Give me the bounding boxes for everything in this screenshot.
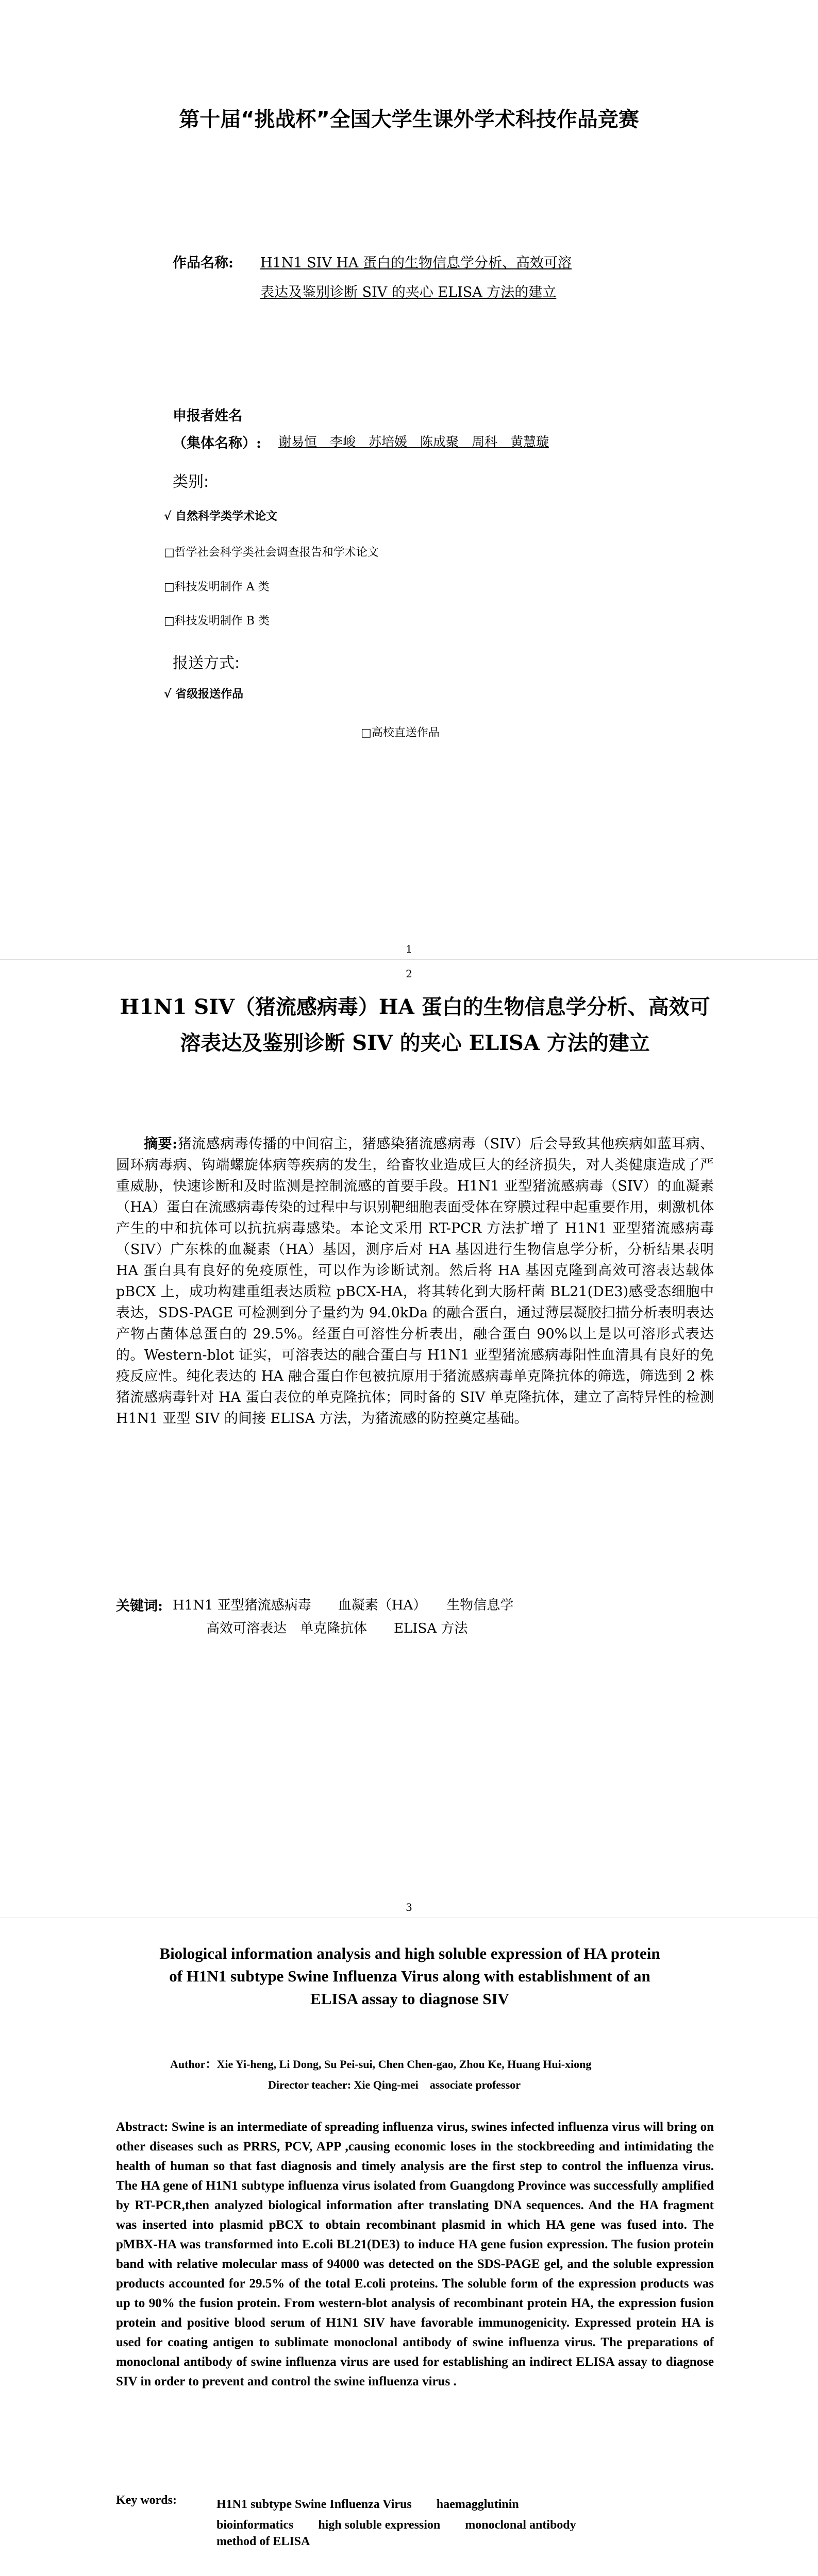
report-method-item: √ 省级报送作品 [164,687,244,701]
en-keywords-line-2: bioinformatics high soluble expression monoclonal antibody [216,2518,576,2532]
applicant-label: 申报者姓名 [173,408,242,424]
applicant-group-label: （集体名称）: [173,435,261,451]
report-method-item: □高校直送作品 [361,726,440,739]
work-title-line-2: 表达及鉴别诊断 SIV 的夹心 ELISA 方法的建立 [260,284,557,300]
page-number: 1 [406,943,412,955]
cn-keywords-label: 关键词: [116,1598,163,1614]
en-authors: Author：Xie Yi-heng, Li Dong, Su Pei-sui, Chen Chen-gao, Zhou Ke, Huang Hui-xiong [170,2058,592,2071]
cn-keywords-line-2: 高效可溶表达 单克隆抗体 ELISA 方法 [206,1621,468,1636]
en-keywords-line-3: method of ELISA [216,2535,310,2548]
en-abstract [116,2117,714,2392]
category-item: □科技发明制作 B 类 [164,615,270,628]
page-number: 2 [406,968,412,980]
category-item: □哲学社会科学类社会调查报告和学术论文 [164,546,379,559]
en-keywords-label: Key words: [116,2494,177,2507]
applicant-names: 谢易恒 李峻 苏培媛 陈成聚 周科 黄慧璇 [278,434,549,449]
work-title-line-1: H1N1 SIV HA 蛋白的生物信息学分析、高效可溶 [260,255,572,271]
page-divider [0,959,818,960]
en-abstract-label: Abstract: [116,2120,169,2134]
cn-abstract-label: 摘要: [144,1136,178,1152]
en-keywords-line-1: H1N1 subtype Swine Influenza Virus haemagglutinin [216,2498,519,2511]
category-item: √ 自然科学类学术论文 [164,510,278,523]
en-abstract-text: Swine is an intermediate of spreading influenza virus, swines infected influenza virus will bring on other diseases such as PRRS, PCV, APP ,causing economic loses in the stockbreeding and intimidating the health of human so that fast diagnosis and timely analysis are the first step to control the influenza virus. The HA gene of H1N1 subtype influenza virus isolated from Guangdong Province was successfully amplified by RT-PCR,then analyzed biological information after translating DNA sequences. And the HA fragment was inserted into plasmid pBCX to obtain recombinant plasmid in which HA gene was fused into. The pMBX-HA was transformed into E.coli BL21(DE3) to induce HA gene fusion expression. The fusion protein band with relative molecular mass of 94000 was detected on the SDS-PAGE gel, and the soluble expression products accounted for 29.5% of the total E.coli proteins. The soluble form of the expression products was up to 90% the fusion protein. From western-blot analysis of recombinant protein HA, the expression fusion protein and positive blood serum of H1N1 SIV have favorable immunogenicity. Expressed protein HA is used for coating antigen to sublimate monoclonal antibody of swine influenza virus. The preparations of monoclonal antibody of swine influenza virus are used for establishing an indirect ELISA assay to diagnose SIV in order to prevent and control the swine influenza virus . [116,2120,714,2388]
cn-abstract [116,1133,714,1429]
en-director: Director teacher: Xie Qing-mei associate professor [268,2078,521,2091]
cn-paper-title: H1N1 SIV（猪流感病毒）HA 蛋白的生物信息学分析、高效可溶表达及鉴别诊断 SIV 的夹心 ELISA 方法的建立 [120,995,710,1055]
category-label: 类别: [173,473,209,491]
report-method-label: 报送方式: [173,654,240,672]
cn-abstract-text: 猪流感病毒传播的中间宿主，猪感染猪流感病毒（SIV）后会导致其他疾病如蓝耳病、圆环病毒病、钩端螺旋体病等疾病的发生，给畜牧业造成巨大的经济损失，对人类健康造成了严重威胁，快速诊断和及时监测是控制流感的首要手段。H1N1 亚型猪流感病毒（SIV）的血凝素（HA）蛋白在流感病毒传染的过程中与识别靶细胞表面受体在穿膜过程中起重要作用，刺激机体产生的中和抗体可以抗抗病毒感染。本论文采用 RT-PCR 方法扩增了 H1N1 亚型猪流感病毒（SIV）广东株的血凝素（HA）基因，测序后对 HA 基因进行生物信息学分析，分析结果表明 HA 蛋白具有良好的免疫原性，可以作为诊断试剂。然后将 HA 基因克隆到高效可溶表达载体 pBCX 上，成功构建重组表达质粒 pBCX-HA，将其转化到大肠杆菌 BL21(DE3)感受态细胞中表达，SDS-PAGE 可检测到分子量约为 94.0kDa 的融合蛋白，通过薄层凝胶扫描分析表明表达产物占菌体总蛋白的 29.5%。经蛋白可溶性分析表出，融合蛋白 90%以上是以可溶形式表达的。Western-blot 证实，可溶表达的融合蛋白与 H1N1 亚型猪流感病毒阳性血清具有良好的免疫反应性。纯化表达的 HA 融合蛋白作包被抗原用于猪流感病毒单克隆抗体的筛选，筛选到 2 株猪流感病毒针对 HA 蛋白表位的单克隆抗体；同时备的 SIV 单克隆抗体，建立了高特异性的检测 H1N1 亚型 SIV 的间接 ELISA 方法，为猪流感的防控奠定基础。 [116,1136,714,1427]
work-name-label: 作品名称: [173,255,233,271]
cn-keywords-line-1: H1N1 亚型猪流感病毒 血凝素（HA） 生物信息学 [173,1598,514,1613]
en-paper-title: Biological information analysis and high soluble expression of HA protein of H1N1 subtype Swine Influenza Virus along with establishment of an ELISA assay to diagnose SIV [159,1944,660,2008]
page-number: 3 [406,1901,412,1913]
category-item: □科技发明制作 A 类 [164,581,270,594]
competition-title: 第十届“挑战杯”全国大学生课外学术科技作品竞赛 [179,108,639,131]
